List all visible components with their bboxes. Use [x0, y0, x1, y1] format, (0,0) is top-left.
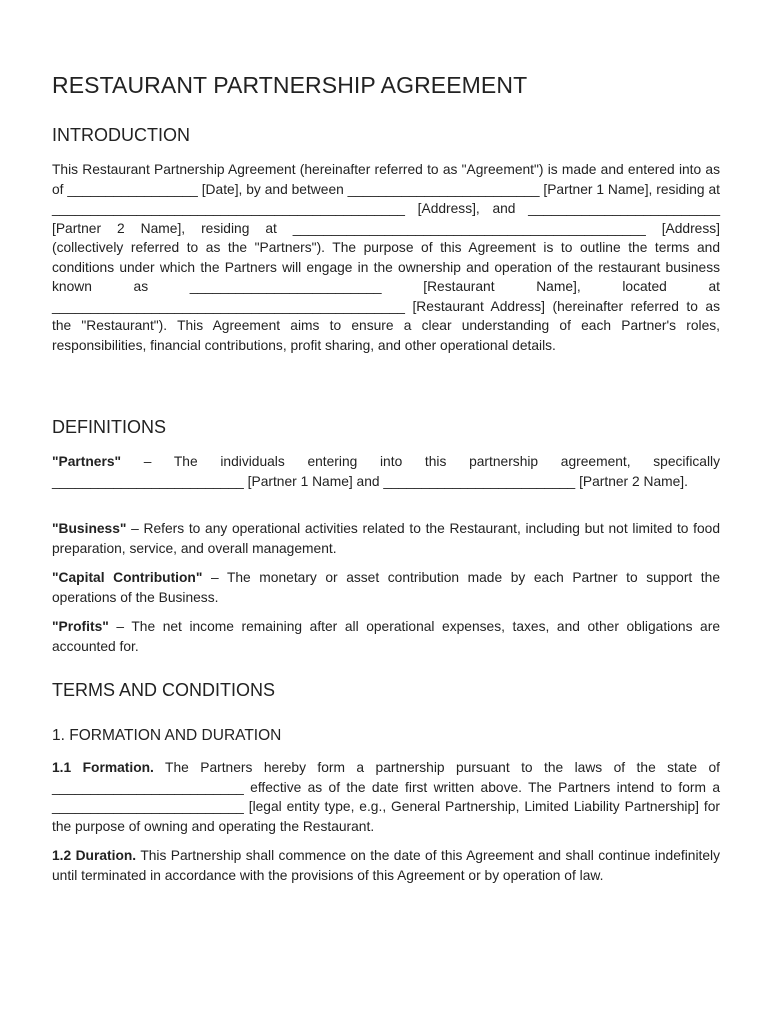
document-title: RESTAURANT PARTNERSHIP AGREEMENT: [52, 72, 528, 98]
definition-partners: [52, 452, 720, 491]
definition-text: – Refers to any operational activities related to the Restaurant, including but not limited to food preparation, service, and overall management.: [52, 521, 720, 556]
definition-capital-contribution: [52, 568, 720, 607]
definition-term: "Business": [52, 521, 127, 536]
formation-duration-heading: 1. FORMATION AND DURATION: [52, 727, 282, 744]
clause-text: This Partnership shall commence on the date of this Agreement and shall continue indefinitely until terminated in accordance with the provisions of this Agreement or by operation of law.: [52, 848, 720, 883]
definition-term: "Capital Contribution": [52, 570, 203, 585]
definition-text: – The net income remaining after all operational expenses, taxes, and other obligations are accounted for.: [52, 619, 720, 654]
clause-1-2-duration: [52, 846, 720, 885]
clause-term: 1.2 Duration.: [52, 848, 137, 863]
definitions-heading: DEFINITIONS: [52, 417, 167, 437]
definition-text: – The individuals entering into this partnership agreement, specifically _________________________ [Partner 1 Name] and _________________________ [Partner 2 Name].: [52, 454, 720, 489]
terms-and-conditions-heading: TERMS AND CONDITIONS: [52, 680, 276, 700]
introduction-heading: INTRODUCTION: [52, 125, 190, 145]
definition-term: "Profits": [52, 619, 109, 634]
clause-term: 1.1 Formation.: [52, 760, 154, 775]
definition-business: [52, 519, 720, 558]
introduction-paragraph: This Restaurant Partnership Agreement (hereinafter referred to as "Agreement") is made and entered into as of _________________ [Date], by and between _________________________ [Partner 1 Name], residing at ______________________________________________ [Address], and _________________________ [Partner 2 Name], residing at ______________________________________________ [Address] (collectively referred to as the "Partners"). The purpose of this Agreement is to outline the terms and conditions under which the Partners will engage in the ownership and operation of the restaurant business known as _________________________ [Restaurant Name], located at ______________________________________________ [Restaurant Address] (hereinafter referred to as the "Restaurant"). This Agreement aims to ensure a clear understanding of each Partner's roles, responsibilities, financial contributions, profit sharing, and other operational details.: [52, 162, 720, 353]
clause-text: The Partners hereby form a partnership pursuant to the laws of the state of _________________________ effective as of the date first written above. The Partners intend to form a _________________________ [legal entity type, e.g., General Partnership, Limited Liability Partnership] for the purpose of owning and operating the Restaurant.: [52, 760, 720, 834]
definition-profits: [52, 617, 720, 656]
definition-term: "Partners": [52, 454, 122, 469]
clause-1-1-formation: [52, 758, 720, 836]
definition-text: – The monetary or asset contribution made by each Partner to support the operations of the Business.: [52, 570, 720, 605]
